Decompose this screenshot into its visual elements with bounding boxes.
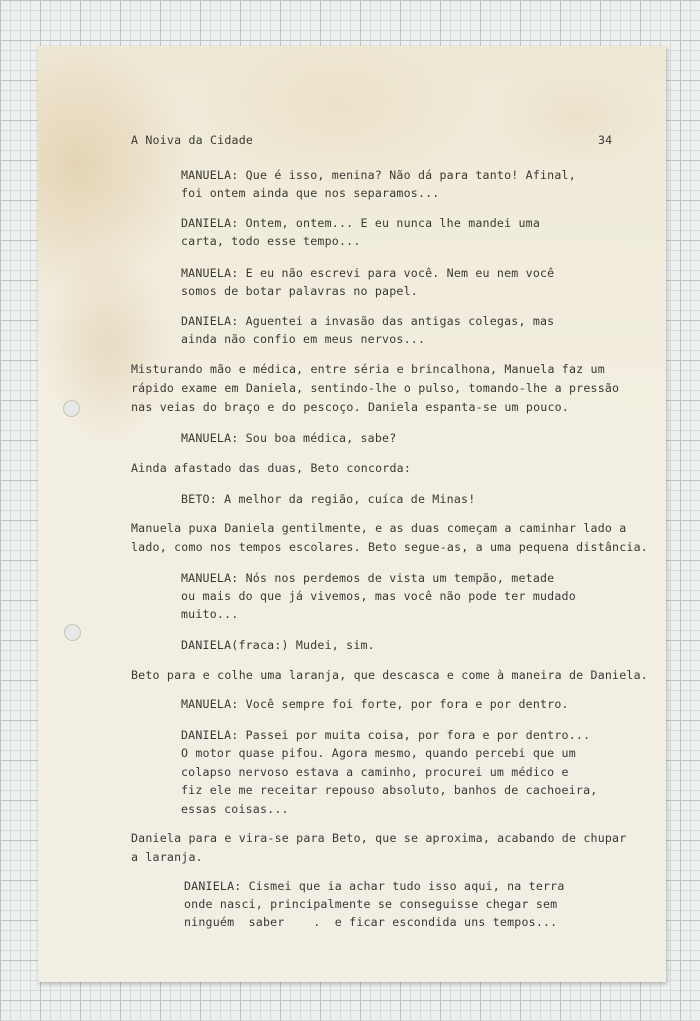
dialogue-line: DANIELA: Aguentei a invasão das antigas colegas, mas [181, 314, 555, 328]
dialogue-line: BETO: A melhor da região, cuíca de Minas! [181, 492, 476, 506]
dialogue-line: DANIELA: Passei por muita coisa, por fora e por dentro... [181, 728, 591, 742]
dialogue-line: somos de botar palavras no papel. [181, 284, 418, 298]
dialogue-line: O motor quase pifou. Agora mesmo, quando percebi que um [181, 746, 576, 760]
stage-direction-line: Daniela para e vira-se para Beto, que se aproxima, acabando de chupar [131, 831, 627, 845]
stage-direction-line: lado, como nos tempos escolares. Beto segue-as, a uma pequena distância. [131, 540, 648, 554]
stage-direction-line: a laranja. [131, 850, 203, 864]
stage-direction-line: Beto para e colhe uma laranja, que descasca e come à maneira de Daniela. [131, 668, 648, 682]
stage-direction-line: Manuela puxa Daniela gentilmente, e as duas começam a caminhar lado a [131, 521, 627, 535]
dialogue-line: onde nasci, principalmente se conseguisse chegar sem [184, 897, 558, 911]
stage-direction-line: rápido exame em Daniela, sentindo-lhe o pulso, tomando-lhe a pressão [131, 381, 620, 395]
dialogue-line: fiz ele me receitar repouso absoluto, banhos de cachoeira, [181, 783, 598, 797]
dialogue-line: essas coisas... [181, 802, 289, 816]
punch-hole [63, 400, 80, 417]
dialogue-line: MANUELA: Você sempre foi forte, por fora e por dentro. [181, 697, 569, 711]
dialogue-line: MANUELA: Que é isso, menina? Não dá para tanto! Afinal, [181, 168, 576, 182]
stage-direction-line: Ainda afastado das duas, Beto concorda: [131, 461, 412, 475]
dialogue-line: colapso nervoso estava a caminho, procurei um médico e [181, 765, 569, 779]
dialogue-line: carta, todo esse tempo... [181, 234, 361, 248]
dialogue-line: MANUELA: Sou boa médica, sabe? [181, 431, 397, 445]
dialogue-line: DANIELA: Cismei que ia achar tudo isso aqui, na terra [184, 879, 565, 893]
dialogue-line: ninguém saber . e ficar escondida uns tempos... [184, 915, 558, 929]
dialogue-line: foi ontem ainda que nos separamos... [181, 186, 440, 200]
dialogue-line: MANUELA: Nós nos perdemos de vista um tempão, metade [181, 571, 555, 585]
dialogue-line: muito... [181, 607, 239, 621]
dialogue-line: ou mais do que já vivemos, mas você não pode ter mudado [181, 589, 576, 603]
dialogue-line: MANUELA: E eu não escrevi para você. Nem eu nem você [181, 266, 555, 280]
dialogue-line: DANIELA(fraca:) Mudei, sim. [181, 638, 375, 652]
page-number: 34 [598, 133, 613, 147]
dialogue-line: ainda não confio em meus nervos... [181, 332, 426, 346]
stage-direction-line: nas veias do braço e do pescoço. Daniela espanta-se um pouco. [131, 400, 569, 414]
punch-hole [64, 624, 81, 641]
stage-direction-line: Misturando mão e médica, entre séria e brincalhona, Manuela faz um [131, 362, 605, 376]
dialogue-line: DANIELA: Ontem, ontem... E eu nunca lhe mandei uma [181, 216, 541, 230]
page-header-title: A Noiva da Cidade [131, 133, 254, 147]
